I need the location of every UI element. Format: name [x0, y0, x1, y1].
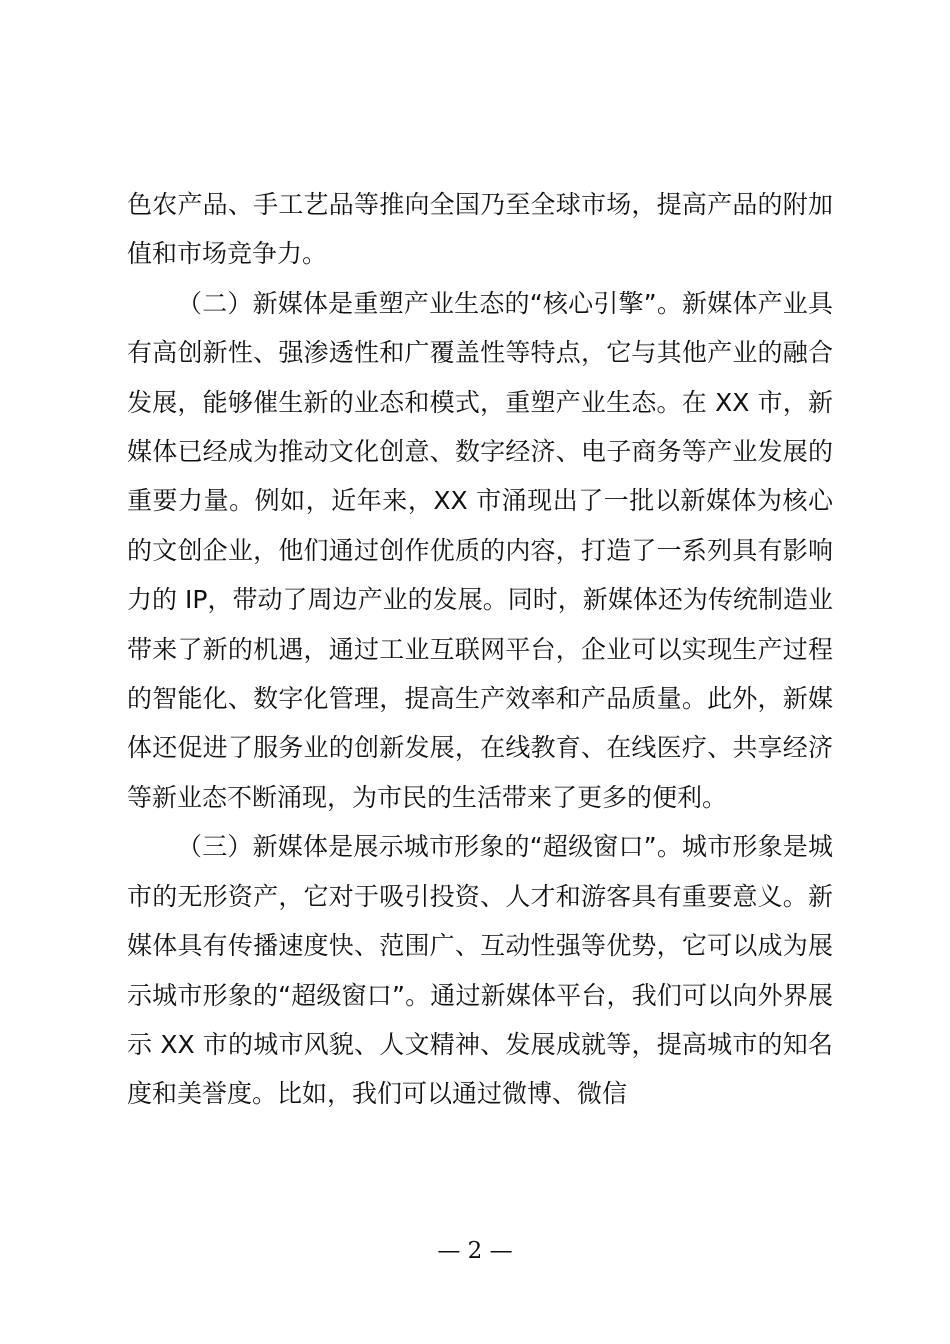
paragraph-section-two: （二）新媒体是重塑产业生态的“核心引擎”。新媒体产业具有高创新性、强渗透性和广覆盖性等特点，它与其他产业的融合发展，能够催生新的业态和模式，重塑产业生态。在 XX 市，新媒体已经成为推动文化创意、数字经济、电子商务等产业发展的重要力量。例如，近年来，XX 市涌现出了一批以新媒体为核心的文创企业，他们通过创作优质的内容，打造了一系列具有影响力的 IP，带动了周边产业的发展。同时，新媒体还为传统制造业带来了新的机遇，通过工业互联网平台，企业可以实现生产过程的智能化、数字化管理，提高生产效率和产品质量。此外，新媒体还促进了服务业的创新发展，在线教育、在线医疗、共享经济等新业态不断涌现，为市民的生活带来了更多的便利。 [127, 288, 833, 812]
body-text [127, 180, 833, 1119]
paragraph-section-three: （三）新媒体是展示城市形象的“超级窗口”。城市形象是城市的无形资产，它对于吸引投资、人才和游客具有重要意义。新媒体具有传播速度快、范围广、互动性强等优势，它可以成为展示城市形象的“超级窗口”。通过新媒体平台，我们可以向外界展示 XX 市的城市风貌、人文精神、发展成就等，提高城市的知名度和美誉度。比如，我们可以通过微博、微信 [127, 832, 833, 1109]
page-number: — 2 — [437, 1238, 513, 1264]
paragraph-continuation: 色农产品、手工艺品等推向全国乃至全球市场，提高产品的附加值和市场竞争力。 [127, 190, 833, 269]
